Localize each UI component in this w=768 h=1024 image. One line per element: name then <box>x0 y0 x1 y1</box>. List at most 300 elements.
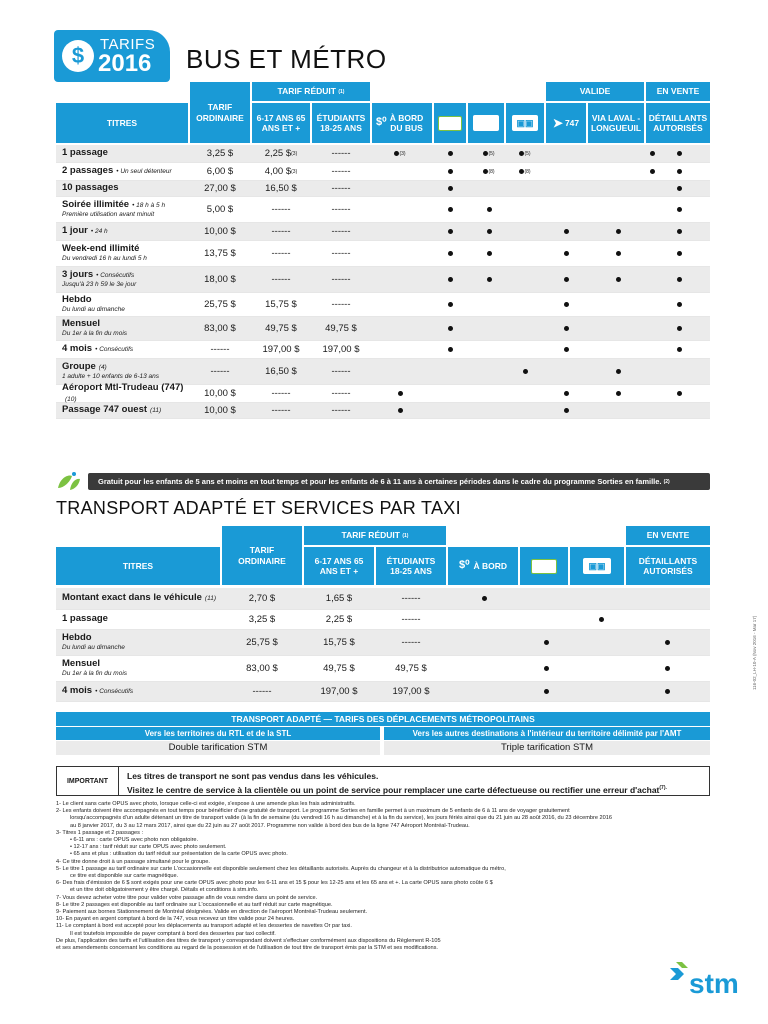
availability-dot <box>448 207 453 212</box>
fare-reduit-cell <box>252 341 310 358</box>
fare-row <box>56 293 710 317</box>
availability-dot <box>398 391 403 396</box>
fare-reduit-cell <box>252 317 310 340</box>
fare-title-wrap <box>56 362 159 380</box>
footnote-line: 2- Les enfants doivent être accompagnés en tout temps pour bénéficier d'une gratuité de transport. Le programme Sorties en famille permet à un maximum de 5 enfants de 6 à 11 ans de voyager gratuitement <box>56 808 570 815</box>
availability-dot <box>448 151 453 156</box>
fare-reduit-cell <box>252 359 310 384</box>
availability-dot <box>544 640 549 645</box>
footnote-line: 4- Ce titre donne droit à un passage simultané pour le groupe. <box>56 858 210 865</box>
adapted-title-cell <box>56 630 222 655</box>
adapted-availability-mark <box>534 656 558 681</box>
fare-row <box>56 197 710 223</box>
fare-title-line <box>62 270 136 281</box>
fare-title-cell <box>56 317 190 340</box>
adapted-etudiants: 49,75 $ <box>395 663 427 674</box>
availability-dot <box>677 151 682 156</box>
availability-note: (3) <box>399 150 406 157</box>
fare-reduit: 4,00 $ <box>264 166 292 177</box>
important-line1: Les titres de transport ne sont pas vendus dans les véhicules. <box>127 771 379 781</box>
availability-dot <box>448 277 453 282</box>
availability-dot <box>616 391 621 396</box>
adapted-title-cell <box>56 656 222 681</box>
fare-title-cell <box>56 197 190 222</box>
adapted-etudiants: ------ <box>401 637 421 648</box>
fare-reduit: 15,75 $ <box>265 299 297 310</box>
fare-title-wrap <box>56 405 161 416</box>
fare-etudiants: ------ <box>331 388 351 399</box>
availability-dot <box>564 251 569 256</box>
fare-title-inline-note: • Consécutifs <box>96 272 135 280</box>
availability-dot <box>448 169 453 174</box>
s2-metro-icon: ▣▣ <box>583 558 611 574</box>
route-747-label: 747 <box>564 117 580 128</box>
fare-ordinaire: 10,00 $ <box>204 226 236 237</box>
availability-dot <box>564 408 569 413</box>
availability-mark <box>606 385 630 402</box>
adapted-title-cell <box>56 682 222 701</box>
col-header-valide: VALIDE <box>546 82 644 101</box>
adapted-reduit: 1,65 $ <box>325 593 353 604</box>
fare-title-wrap <box>56 270 136 288</box>
fare-reduit-cell <box>252 385 310 402</box>
fare-title-line <box>62 244 147 255</box>
availability-mark <box>554 293 578 316</box>
fare-ordinaire: 83,00 $ <box>204 323 236 334</box>
availability-dot <box>564 302 569 307</box>
fare-reduit: ------ <box>271 204 291 215</box>
adapted-title: 1 passage <box>62 613 108 625</box>
adapted-reduit: 197,00 $ <box>320 686 358 697</box>
availability-dot <box>677 229 682 234</box>
fare-title-inline-note: (11) <box>150 407 162 415</box>
fare-row <box>56 317 710 341</box>
fare-title-line <box>62 166 172 177</box>
availability-note: (8) <box>488 168 495 175</box>
availability-dot <box>677 277 682 282</box>
adapted-title-wrap <box>56 633 125 651</box>
fare-title-cell <box>56 403 190 418</box>
adapted-availability-mark <box>534 682 558 701</box>
footnote-line: 3- Titres 1 passage et 2 passages : <box>56 829 144 836</box>
adapted-title-inline-note: • Consécutifs <box>95 688 134 696</box>
adapted-ordinaire: ------ <box>252 686 272 697</box>
availability-mark <box>554 223 578 240</box>
footnote-line: Il est toutefois impossible de payer comptant à bord des dessertes par taxi collectif. <box>70 930 276 937</box>
availability-dot <box>523 369 528 374</box>
adapted-title-cell <box>56 610 222 629</box>
coins-icon: $⁰ <box>376 116 387 129</box>
fare-etudiants: ------ <box>331 405 351 416</box>
fare-title-wrap <box>56 226 108 237</box>
availability-dot <box>448 229 453 234</box>
availability-mark <box>477 163 501 180</box>
fare-ordinaire: 13,75 $ <box>204 248 236 259</box>
availability-dot <box>599 617 604 622</box>
adapted-fare-row <box>56 656 710 682</box>
availability-mark <box>667 163 691 180</box>
availability-mark <box>438 197 462 222</box>
availability-mark <box>667 317 691 340</box>
fare-reduit: ------ <box>271 226 291 237</box>
fare-title-sub: 1 adulte + 10 enfants de 6-13 ans <box>62 373 160 381</box>
fare-reduit-cell <box>252 197 310 222</box>
s2-col-header-titres: TITRES <box>56 547 220 585</box>
availability-mark <box>438 341 462 358</box>
s2-col-header-etudiants: ÉTUDIANTS 18-25 ANS <box>376 547 446 585</box>
availability-dot <box>665 640 670 645</box>
availability-dot <box>616 251 621 256</box>
fare-title-cell <box>56 241 190 266</box>
fare-reduit: ------ <box>271 274 291 285</box>
footnote-line: • 6-11 ans : carte OPUS avec photo non obligatoire. <box>70 837 199 844</box>
availability-dot <box>665 666 670 671</box>
opus-card-icon <box>438 116 462 131</box>
availability-dot <box>448 347 453 352</box>
fare-title: 1 passage <box>62 147 108 159</box>
availability-mark <box>554 267 578 292</box>
s2-col-header-opus <box>520 547 568 585</box>
fare-row <box>56 381 710 403</box>
adapted-availability-mark <box>655 630 679 655</box>
fare-title-wrap <box>56 183 119 194</box>
adapted-title-line <box>62 659 127 670</box>
footnote-line: De plus, l'application des tarifs et l'utilisation des titres de transport y correspondant doivent s'effectuer conformément aux dispositions du Règlement R-105 <box>56 937 441 944</box>
adapted-title-line <box>62 633 125 644</box>
important-line2-text: Visitez le centre de service à la clientèle ou un point de service pour remplacer une carte défectueuse ou rectifier une erreur d'achat <box>127 784 660 795</box>
adapted-title-line <box>62 614 108 625</box>
fare-reduit-cell <box>252 403 310 418</box>
fare-etudiants: ------ <box>331 274 351 285</box>
fare-etudiants: ------ <box>331 204 351 215</box>
footnote-line: au 8 janvier 2017, du 3 au 12 mars 2017, ainsi que du 22 juin au 27 août 2017. Programme non valide à bord des bus de la ligne 747 Aéroport Montréal-Trudeau. <box>70 822 470 829</box>
a-bord-label: À BORD DU BUS <box>389 112 424 133</box>
fare-title-line <box>62 344 133 355</box>
availability-mark <box>438 163 462 180</box>
availability-mark <box>667 267 691 292</box>
fare-title-inline-note: • Consécutifs <box>95 346 134 354</box>
important-box <box>56 766 710 796</box>
adapted-etudiants: ------ <box>401 614 421 625</box>
fare-title-sub: Du vendredi 16 h au lundi 5 h <box>62 255 147 263</box>
fare-title: 4 mois <box>62 343 93 355</box>
adapted-title: Mensuel <box>62 658 101 670</box>
tarif-reduit-note: (1) <box>338 88 345 95</box>
fare-title-wrap <box>56 295 125 313</box>
availability-mark <box>477 241 501 266</box>
fare-title-line <box>62 383 190 405</box>
fare-title-cell <box>56 381 190 403</box>
availability-mark <box>477 145 501 162</box>
availability-dot <box>487 229 492 234</box>
fare-title-inline-note: • 24 h <box>90 228 108 236</box>
fare-title-wrap <box>56 319 127 337</box>
fare-title-cell <box>56 145 190 162</box>
s2-col-header-detaillants: DÉTAILLANTS AUTORISÉS <box>626 547 710 585</box>
fare-ordinaire: ------ <box>210 366 230 377</box>
fare-title-wrap <box>56 166 172 177</box>
fare-title: Hebdo <box>62 294 92 306</box>
availability-dot <box>398 408 403 413</box>
footnote-line: 7- Vous devez acheter votre titre pour valider votre passage afin de vous rendre dans un point de service. <box>56 894 318 901</box>
availability-mark <box>388 385 412 402</box>
fare-ordinaire: 18,00 $ <box>204 274 236 285</box>
fare-row <box>56 223 710 241</box>
availability-dot <box>544 666 549 671</box>
fare-ordinaire: 5,00 $ <box>206 204 234 215</box>
fare-title: Week-end illimité <box>62 243 140 255</box>
adapted-reduit: 15,75 $ <box>323 637 355 648</box>
fare-ordinaire: ------ <box>210 344 230 355</box>
fare-title-line <box>62 362 159 373</box>
fare-row <box>56 241 710 267</box>
availability-mark <box>438 317 462 340</box>
section2-title: TRANSPORT ADAPTÉ ET SERVICES PAR TAXI <box>56 498 461 518</box>
col-header-detaillants: DÉTAILLANTS AUTORISÉS <box>646 103 710 143</box>
availability-dot <box>677 207 682 212</box>
fare-ordinaire: 6,00 $ <box>206 166 234 177</box>
fare-etudiants: ------ <box>331 166 351 177</box>
adapted-title-line <box>62 686 133 697</box>
availability-mark <box>667 293 691 316</box>
col-header-etudiants: ÉTUDIANTS 18-25 ANS <box>312 103 370 143</box>
fare-title-line <box>62 319 127 330</box>
fare-title-cell <box>56 181 190 196</box>
availability-dot <box>650 151 655 156</box>
adapted-ordinaire: 25,75 $ <box>246 637 278 648</box>
ta-left-value: Double tarification STM <box>56 741 380 755</box>
fare-title-cell <box>56 223 190 240</box>
s2-opus-card-icon <box>531 559 557 574</box>
availability-dot <box>448 186 453 191</box>
availability-note: (5) <box>488 150 495 157</box>
adapted-title-inline-note: (11) <box>204 595 216 603</box>
s2-tarif-reduit-note: (1) <box>402 532 409 539</box>
page-header <box>54 30 714 86</box>
availability-dot <box>677 326 682 331</box>
fare-etudiants: ------ <box>331 148 351 159</box>
fare-title-wrap <box>56 200 165 218</box>
important-label: IMPORTANT <box>57 767 119 795</box>
important-text <box>127 770 667 796</box>
footnote-line: ce titre est disponible sur carte magnétique. <box>70 873 179 880</box>
fare-reduit-cell <box>252 181 310 196</box>
ta-right-header: Vers les autres destinations à l'intérieur du territoire délimité par l'AMT <box>384 727 710 740</box>
fare-title: 1 jour <box>62 225 88 237</box>
fare-title-cell <box>56 341 190 358</box>
availability-mark <box>667 223 691 240</box>
footnote-line: 1- Le client sans carte OPUS avec photo, lorsque celle-ci est exigée, s'expose à une amende plus les frais administratifs. <box>56 801 356 807</box>
availability-mark <box>438 223 462 240</box>
availability-mark <box>554 403 578 418</box>
s2-col-header-a-bord <box>448 547 518 585</box>
availability-dot <box>650 169 655 174</box>
availability-mark <box>606 267 630 292</box>
fare-etudiants: ------ <box>331 366 351 377</box>
fare-title-inline-note: (4) <box>98 364 107 372</box>
availability-mark <box>667 197 691 222</box>
fare-ordinaire: 25,75 $ <box>204 299 236 310</box>
fare-title-cell <box>56 163 190 180</box>
fare-title: Passage 747 ouest <box>62 404 148 416</box>
availability-mark <box>438 145 462 162</box>
availability-mark <box>606 359 630 384</box>
availability-mark <box>438 267 462 292</box>
availability-note: (8) <box>524 168 531 175</box>
fare-title-sub: Du lundi au dimanche <box>62 306 125 314</box>
footnote-line: 5- Le titre 1 passage au tarif ordinaire sur carte L'occasionnelle est disponible seulement chez les détaillants autorisés. Auprès du changeur et à la distributrice automatique du métro, <box>56 865 506 872</box>
fare-title-inline-note: • 18 h à 5 h <box>132 202 166 210</box>
availability-mark <box>513 359 537 384</box>
fare-reduit-cell <box>252 223 310 240</box>
adapted-availability-mark <box>534 630 558 655</box>
availability-mark <box>606 223 630 240</box>
fare-ordinaire: 10,00 $ <box>204 388 236 399</box>
availability-dot <box>564 326 569 331</box>
availability-mark <box>667 241 691 266</box>
free-banner-note: (2) <box>663 478 670 485</box>
availability-dot <box>448 326 453 331</box>
adapted-etudiants: ------ <box>401 593 421 604</box>
availability-mark <box>640 163 664 180</box>
availability-mark <box>640 145 664 162</box>
availability-dot <box>487 277 492 282</box>
fare-title-line <box>62 405 161 416</box>
availability-mark <box>477 267 501 292</box>
ta-metro-bar: TRANSPORT ADAPTÉ — TARIFS DES DÉPLACEMENTS MÉTROPOLITAINS <box>56 712 710 726</box>
fare-title-cell <box>56 267 190 292</box>
availability-dot <box>677 169 682 174</box>
fare-title: 3 jours <box>62 269 94 281</box>
fare-title: Groupe <box>62 361 96 373</box>
availability-mark <box>667 145 691 162</box>
fare-title-cell <box>56 293 190 316</box>
fare-row <box>56 181 710 197</box>
fare-reduit: 197,00 $ <box>262 344 300 355</box>
col-header-occasionnelle <box>468 103 504 143</box>
fare-title: Aéroport Mtl-Trudeau (747) <box>62 381 184 393</box>
availability-dot <box>544 689 549 694</box>
availability-mark <box>438 181 462 196</box>
availability-mark <box>438 241 462 266</box>
col-header-metro <box>506 103 544 143</box>
adapted-title-line <box>62 593 216 604</box>
availability-mark <box>388 145 412 162</box>
adapted-etudiants: 197,00 $ <box>392 686 430 697</box>
availability-dot <box>677 186 682 191</box>
adapted-title-wrap <box>56 659 127 677</box>
footnote-line: et un titre doit obligatoirement y être chargé. Détails et conditions à stm.info. <box>70 887 259 894</box>
availability-dot <box>665 689 670 694</box>
fare-title: Mensuel <box>62 318 101 330</box>
availability-dot <box>564 229 569 234</box>
adapted-reduit: 49,75 $ <box>323 663 355 674</box>
fare-etudiants: ------ <box>331 299 351 310</box>
availability-mark <box>554 385 578 402</box>
s2-col-header-6-17: 6-17 ANS 65 ANS ET + <box>304 547 374 585</box>
availability-dot <box>616 229 621 234</box>
adapted-title-sub: Du 1er à la fin du mois <box>62 670 128 678</box>
fare-reduit-note: (3) <box>291 150 298 157</box>
fare-reduit: 2,25 $ <box>264 148 292 159</box>
adapted-ordinaire: 3,25 $ <box>248 614 276 625</box>
availability-dot <box>677 251 682 256</box>
free-children-banner <box>88 473 710 490</box>
footnote-line: • 65 ans et plus : utilisation du tarif réduit sur présentation de la carte OPUS avec photo. <box>70 851 288 858</box>
availability-mark <box>667 341 691 358</box>
s2-col-header-tarif-ordinaire: TARIF ORDINAIRE <box>222 526 302 585</box>
stm-logo-text: stm <box>689 968 739 999</box>
s2-tarif-reduit-label: TARIF RÉDUIT <box>341 530 400 541</box>
adapted-fare-row <box>56 630 710 656</box>
adapted-ordinaire: 2,70 $ <box>248 593 276 604</box>
adapted-title-sub: Du lundi au dimanche <box>62 644 125 652</box>
fare-reduit-note: (3) <box>291 168 298 175</box>
fare-etudiants: ------ <box>331 183 351 194</box>
ta-left-header: Vers les territoires du RTL et de la STL <box>56 727 380 740</box>
fare-row <box>56 145 710 163</box>
availability-dot <box>564 277 569 282</box>
availability-mark <box>554 317 578 340</box>
col-header-en-vente: EN VENTE <box>646 82 710 101</box>
fare-reduit-cell <box>252 145 310 162</box>
availability-dot <box>448 251 453 256</box>
fare-title-inline-note: • Un seul détenteur <box>116 168 172 176</box>
fare-reduit-cell <box>252 267 310 292</box>
tarifs-badge <box>54 30 170 82</box>
badge-word: TARIFS <box>100 36 156 53</box>
availability-note: (5) <box>524 150 531 157</box>
adapted-title: 4 mois <box>62 685 93 697</box>
fare-title-sub: Première utilisation avant minuit <box>62 211 155 219</box>
footnote-line: 9- Paiement aux bornes Stationnement de Montréal désignées. Valide en direction de l'aéroport Montréal-Trudeau seulement. <box>56 909 368 916</box>
fare-title-line <box>62 183 119 194</box>
fare-reduit-cell <box>252 241 310 266</box>
availability-dot <box>616 369 621 374</box>
fare-title-wrap <box>56 244 147 262</box>
fare-title-sub: Du 1er à la fin du mois <box>62 330 128 338</box>
fare-etudiants: ------ <box>331 226 351 237</box>
footnote-line: lorsqu'accompagnés d'un adulte détenant un titre de transport valide (à la fin de semaine (du vendredi 16 h au dimanche) et à la fin du service), les jours fériés ainsi que du 21 juin au 28 août 2016, du 23 décembre 2016 <box>70 815 612 822</box>
availability-mark <box>554 241 578 266</box>
availability-mark <box>667 385 691 402</box>
fare-row <box>56 403 710 419</box>
availability-mark <box>477 197 501 222</box>
availability-mark <box>513 163 537 180</box>
availability-mark <box>513 145 537 162</box>
footnote-line: • 12-17 ans : tarif réduit sur carte OPUS avec photo seulement. <box>70 844 227 851</box>
fare-reduit: 49,75 $ <box>265 323 297 334</box>
col-header-747 <box>546 103 586 143</box>
footnote-line: 6- Des frais d'émission de 6 $ sont exigés pour une carte OPUS avec photo pour les 6-11 ans et 15 $ pour les 12-25 ans et les 65 ans et +. La carte OPUS sans photo coûte 6 $ <box>56 880 493 887</box>
fare-title: 2 passages <box>62 165 114 177</box>
fare-reduit: ------ <box>271 405 291 416</box>
availability-dot <box>448 302 453 307</box>
adapted-title: Hebdo <box>62 632 92 644</box>
fare-title-line <box>62 295 125 306</box>
fare-title-wrap <box>56 383 190 405</box>
footnote-line: 10- En payant en argent comptant à bord de la 747, vous recevez un titre valide pour 24 heures. <box>56 916 295 923</box>
availability-dot <box>482 596 487 601</box>
fare-title-line <box>62 200 165 211</box>
s2-coins-icon: $⁰ <box>458 559 470 572</box>
fare-ordinaire: 3,25 $ <box>206 148 234 159</box>
family-leaf-icon <box>56 470 82 492</box>
badge-year: 2016 <box>98 50 152 77</box>
availability-mark <box>606 241 630 266</box>
s2-a-bord-label: À BORD <box>473 560 508 571</box>
availability-dot <box>487 251 492 256</box>
